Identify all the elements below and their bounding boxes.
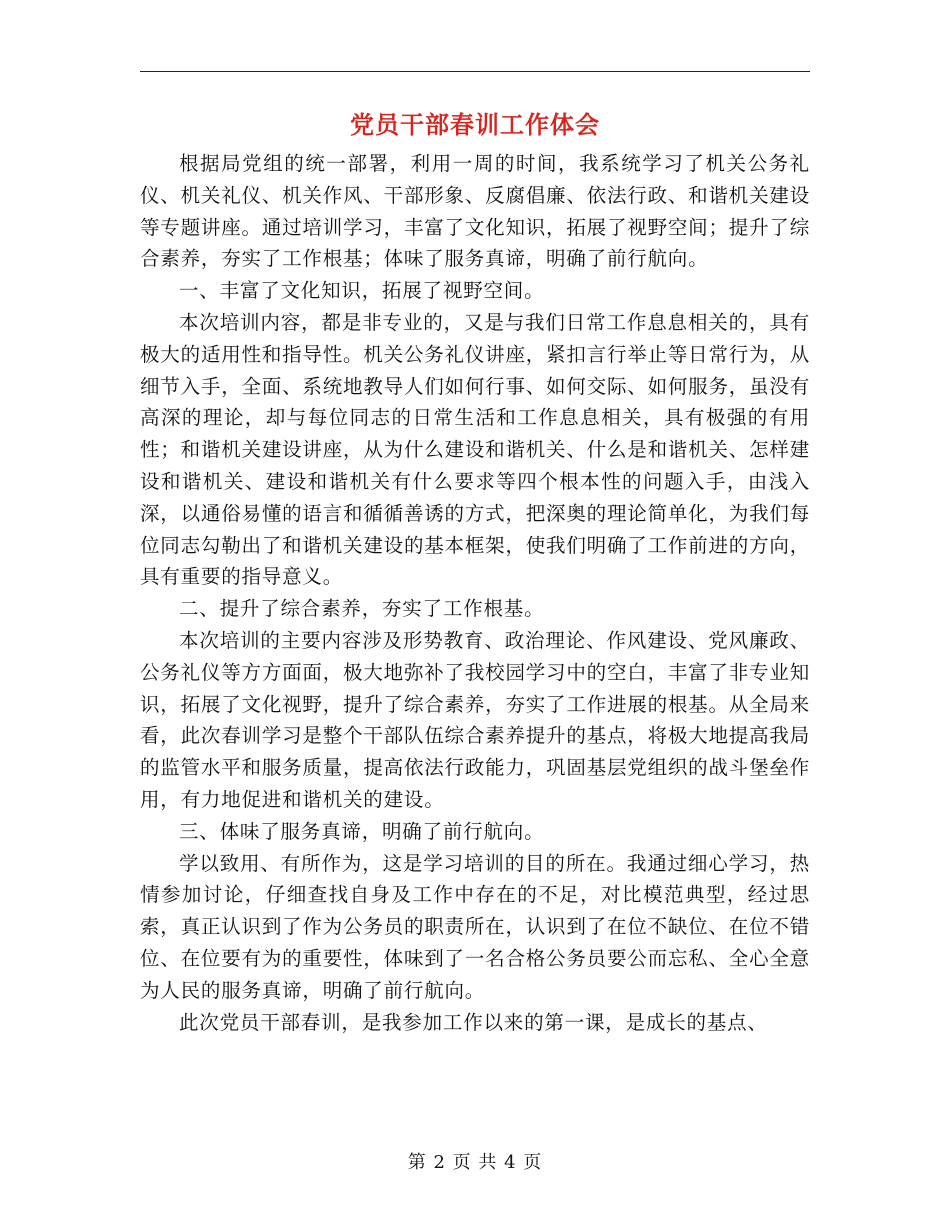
paragraph-closing: 此次党员干部春训，是我参加工作以来的第一课，是成长的基点、 [179, 1010, 768, 1034]
section-heading-3: 三、体味了服务真谛，明确了前行航向。 [179, 819, 545, 843]
document-title: 党员干部春训工作体会 [350, 111, 600, 139]
section-heading-1: 一、丰富了文化知识，拓展了视野空间。 [179, 279, 545, 303]
paragraph-section-3: 学以致用、有所作为，这是学习培训的目的所在。我通过细心学习，热情参加讨论，仔细查找自身及工作中存在的不足，对比模范典型，经过思索，真正认识到了作为公务员的职责所在，认识到了在位不缺位、在位不错位、在位要有为的重要性，体味到了一名合格公务员要公而忘私、全心全意为人民的服务真谛，明确了前行航向。 [140, 851, 810, 1002]
header-rule [140, 71, 810, 72]
document-body [140, 148, 810, 1038]
page-number: 第 2 页 共 4 页 [407, 1152, 543, 1173]
paragraph-section-2: 本次培训的主要内容涉及形势教育、政治理论、作风建设、党风廉政、公务礼仪等方方面面，极大地弥补了我校园学习中的空白，丰富了非专业知识，拓展了文化视野，提升了综合素养，夯实了工作进展的根基。从全局来看，此次春训学习是整个干部队伍综合素养提升的基点，将极大地提高我局的监管水平和服务质量，提高依法行政能力，巩固基层党组织的战斗堡垒作用，有力地促进和谐机关的建设。 [140, 628, 810, 811]
paragraph-intro: 根据局党组的统一部署，利用一周的时间，我系统学习了机关公务礼仪、机关礼仪、机关作风、干部形象、反腐倡廉、依法行政、和谐机关建设等专题讲座。通过培训学习，丰富了文化知识，拓展了视野空间；提升了综合素养，夯实了工作根基；体味了服务真谛，明确了前行航向。 [140, 152, 810, 271]
paragraph-section-1: 本次培训内容，都是非专业的，又是与我们日常工作息息相关的，具有极大的适用性和指导性。机关公务礼仪讲座，紧扣言行举止等日常行为，从细节入手，全面、系统地教导人们如何行事、如何交际、如何服务，虽没有高深的理论，却与每位同志的日常生活和工作息息相关，具有极强的有用性；和谐机关建设讲座，从为什么建设和谐机关、什么是和谐机关、怎样建设和谐机关、建设和谐机关有什么要求等四个根本性的问题入手，由浅入深，以通俗易懂的语言和循循善诱的方式，把深奥的理论简单化，为我们每位同志勾勒出了和谐机关建设的基本框架，使我们明确了工作前进的方向，具有重要的指导意义。 [140, 310, 810, 589]
section-heading-2: 二、提升了综合素养，夯实了工作根基。 [179, 597, 545, 621]
